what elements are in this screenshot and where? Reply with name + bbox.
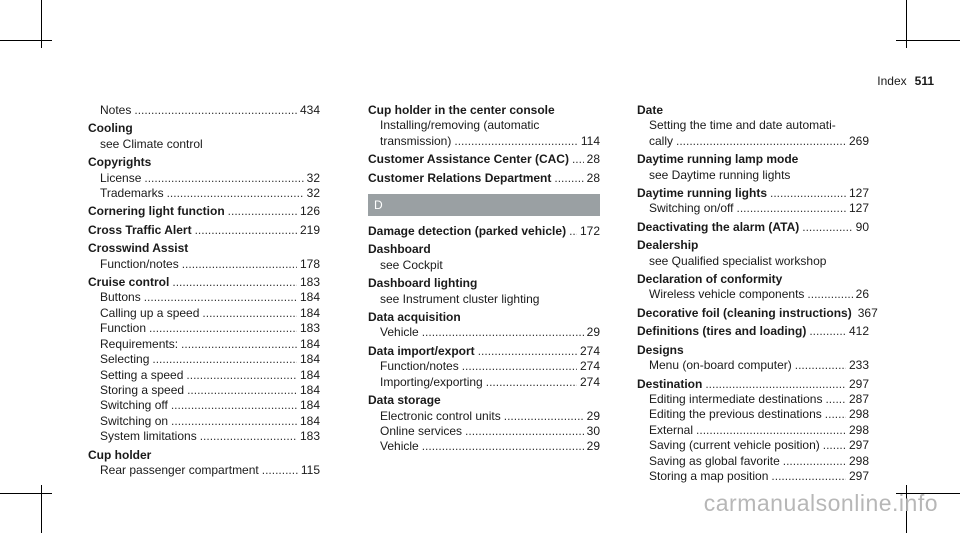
- subentry[interactable]: [88, 429, 320, 444]
- subentry[interactable]: [88, 306, 320, 321]
- page-ref[interactable]: 274: [579, 343, 600, 358]
- page-ref[interactable]: 90: [855, 219, 869, 234]
- entry-heading[interactable]: [368, 152, 600, 167]
- page-ref[interactable]: 269: [848, 133, 869, 148]
- subentry-term: Switching on: [100, 413, 169, 428]
- subentry[interactable]: [637, 438, 869, 453]
- subentry[interactable]: [88, 290, 320, 305]
- subentry[interactable]: [88, 352, 320, 367]
- subentry-term: Installing/removing (automatic: [380, 118, 540, 133]
- subentry-term: Switching off: [100, 398, 168, 413]
- leader-dots: [795, 358, 846, 373]
- page-ref[interactable]: 29: [586, 408, 600, 423]
- index-entry: [637, 377, 869, 485]
- header-label: Index: [877, 74, 907, 88]
- entry-heading[interactable]: [88, 204, 320, 219]
- subentry[interactable]: [368, 409, 600, 424]
- leader-dots: [807, 287, 852, 302]
- subentry-term: Function/notes: [100, 256, 179, 271]
- page-ref[interactable]: 297: [848, 438, 869, 453]
- page-ref[interactable]: 32: [306, 186, 320, 201]
- leader-dots: [200, 429, 297, 444]
- leader-dots: [705, 377, 846, 392]
- entry-term: Cooling: [88, 121, 133, 136]
- entry-term: Cup holder: [88, 447, 152, 462]
- subentry-term: Vehicle: [380, 439, 419, 454]
- page-ref[interactable]: 274: [579, 359, 600, 374]
- entry-heading: [88, 121, 320, 136]
- index-entry: [368, 276, 600, 307]
- section-letter: D: [368, 194, 600, 216]
- page-number: 511: [914, 74, 934, 88]
- subentry[interactable]: [637, 201, 869, 216]
- subentry-term: Switching on/off: [649, 201, 734, 216]
- subentry-term: cally: [649, 133, 674, 148]
- index-entry: [637, 220, 869, 235]
- leader-dots: [167, 186, 304, 201]
- entry-term: Data import/export: [368, 343, 475, 358]
- entry-term: Designs: [637, 342, 684, 357]
- cross-reference[interactable]: see Instrument cluster lighting: [380, 291, 540, 306]
- entry-term: Damage detection (parked vehicle): [368, 224, 567, 239]
- leader-dots: [504, 409, 584, 424]
- entry-heading: [637, 238, 869, 253]
- entry-term: Destination: [637, 376, 703, 391]
- page-ref[interactable]: 30: [586, 423, 600, 438]
- index-entry: [368, 171, 600, 186]
- subentry-term: Function/notes: [380, 359, 459, 374]
- cross-reference[interactable]: see Climate control: [100, 136, 203, 151]
- leader-dots: [171, 414, 297, 429]
- leader-dots: [228, 204, 297, 219]
- leader-dots: [465, 424, 584, 439]
- entry-heading: [88, 241, 320, 256]
- subentry[interactable]: [88, 257, 320, 272]
- page-ref[interactable]: 297: [848, 376, 869, 391]
- entry-heading[interactable]: [637, 186, 869, 201]
- index-column-2: [368, 103, 600, 455]
- crop-mark: [0, 493, 52, 494]
- page-ref[interactable]: 29: [586, 439, 600, 454]
- subentry[interactable]: [637, 423, 869, 438]
- leader-dots: [144, 290, 297, 305]
- subentry-term: Setting the time and date automati-: [649, 118, 836, 133]
- subentry[interactable]: [368, 134, 600, 149]
- entry-term: Daytime running lights: [637, 186, 768, 201]
- index-column-3: [637, 103, 878, 484]
- page-ref[interactable]: 127: [848, 186, 869, 201]
- page-ref[interactable]: 28: [586, 152, 600, 167]
- leader-dots: [823, 438, 846, 453]
- entry-term: Data storage: [368, 393, 441, 408]
- entry-term: Dealership: [637, 238, 699, 253]
- subentry[interactable]: [637, 469, 869, 484]
- subentry-term: Storing a speed: [100, 382, 185, 397]
- index-entry: [637, 152, 869, 183]
- entry-term: Dashboard lighting: [368, 276, 478, 291]
- entry-heading[interactable]: [88, 223, 320, 238]
- watermark: carmanualsonline.info: [703, 490, 938, 516]
- subentry-term: Saving (current vehicle position): [649, 438, 820, 453]
- leader-dots: [696, 423, 846, 438]
- cross-reference[interactable]: see Qualified specialist workshop: [649, 253, 827, 268]
- index-entry: [88, 223, 320, 238]
- entry-heading: [637, 272, 869, 287]
- subentry[interactable]: [368, 325, 600, 340]
- index-entry: [88, 155, 320, 201]
- index-entry: [88, 275, 320, 444]
- index-entry: [368, 344, 600, 390]
- page-ref[interactable]: 127: [848, 201, 869, 216]
- leader-dots: [771, 469, 846, 484]
- entry-term: Crosswind Assist: [88, 241, 189, 256]
- entry-term: Decorative foil (cleaning instructions): [637, 305, 852, 320]
- leader-dots: [825, 407, 846, 422]
- index-entry: [88, 121, 320, 152]
- page-ref[interactable]: 172: [579, 224, 600, 239]
- entry-heading: [637, 103, 869, 118]
- entry-term: Deactivating the alarm (ATA): [637, 219, 800, 234]
- entry-term: Customer Relations Department: [368, 170, 552, 185]
- leader-dots: [486, 375, 577, 390]
- entry-heading[interactable]: [637, 377, 869, 392]
- subentry-term: Calling up a speed: [100, 305, 200, 320]
- subentry[interactable]: [368, 424, 600, 439]
- subentry-term: Selecting: [100, 352, 150, 367]
- subentry-term: Rear passenger compartment: [100, 462, 259, 477]
- subentry-term: Menu (on-board computer): [649, 358, 792, 373]
- entry-term: Daytime running lamp mode: [637, 152, 799, 167]
- index-entry: [368, 393, 600, 455]
- subentry[interactable]: [88, 103, 320, 118]
- index-entry: [637, 343, 869, 374]
- page-ref[interactable]: 178: [299, 256, 320, 271]
- subentry[interactable]: [637, 454, 869, 469]
- subentry[interactable]: [637, 358, 869, 373]
- subentry-term: Trademarks: [100, 186, 164, 201]
- crop-mark: [896, 40, 960, 41]
- index-entry: [637, 324, 869, 339]
- subentry-term: transmission): [380, 133, 452, 148]
- cross-reference[interactable]: see Cockpit: [380, 257, 443, 272]
- page-ref[interactable]: 412: [848, 324, 869, 339]
- entry-heading: [368, 310, 600, 325]
- leader-dots: [554, 171, 583, 186]
- page-ref[interactable]: 32: [306, 170, 320, 185]
- page-header: [877, 74, 934, 88]
- leader-dots: [171, 398, 297, 413]
- leader-dots: [152, 352, 297, 367]
- subentry[interactable]: [88, 383, 320, 398]
- subentry-term: System limitations: [100, 429, 197, 444]
- index-entry: [368, 224, 600, 239]
- entry-heading[interactable]: [637, 220, 869, 235]
- entry-heading: [88, 155, 320, 170]
- leader-dots: [149, 321, 297, 336]
- leader-dots: [825, 392, 846, 407]
- entry-heading: [637, 343, 869, 358]
- leader-dots: [737, 201, 846, 216]
- leader-dots: [802, 220, 852, 235]
- subentry-term: Requirements:: [100, 336, 179, 351]
- leader-dots: [186, 368, 297, 383]
- leader-dots: [182, 257, 297, 272]
- page-ref[interactable]: 184: [299, 352, 320, 367]
- entry-term: Cup holder in the center console: [368, 103, 555, 117]
- index-entry: [637, 103, 869, 149]
- leader-dots: [676, 134, 846, 149]
- subentry[interactable]: [88, 321, 320, 336]
- page-ref[interactable]: 114: [580, 133, 600, 148]
- page-ref[interactable]: 184: [299, 382, 320, 397]
- entry-term: Dashboard: [368, 242, 431, 257]
- leader-dots: [187, 383, 297, 398]
- entry-term: Declaration of conformity: [637, 272, 783, 287]
- subentry-term: Storing a map position: [649, 468, 769, 483]
- leader-dots: [422, 325, 584, 340]
- subentry[interactable]: [637, 392, 869, 407]
- leader-dots: [134, 103, 297, 118]
- index-entry: [88, 103, 320, 118]
- subentry-term: Notes: [100, 103, 132, 117]
- index-entry: [88, 204, 320, 219]
- subentry-term: Electronic control units: [380, 408, 501, 423]
- subentry[interactable]: [88, 463, 320, 478]
- leader-dots: [144, 171, 303, 186]
- entry-heading: [368, 103, 600, 118]
- entry-heading: [368, 242, 600, 257]
- index-entry: [368, 103, 600, 149]
- subentry[interactable]: [88, 171, 320, 186]
- index-entry: [88, 241, 320, 272]
- subentry-term: Editing intermediate destinations: [649, 391, 823, 406]
- entry-heading: [637, 152, 869, 167]
- page-ref[interactable]: 183: [299, 429, 320, 444]
- page-ref[interactable]: 183: [299, 275, 320, 290]
- leader-dots: [783, 454, 846, 469]
- entry-heading[interactable]: [368, 224, 600, 239]
- entry-heading[interactable]: [88, 275, 320, 290]
- entry-term: Copyrights: [88, 155, 152, 170]
- page-ref[interactable]: 183: [299, 321, 320, 336]
- leader-dots: [462, 359, 577, 374]
- subentry[interactable]: [637, 134, 869, 149]
- index-entry: [368, 152, 600, 167]
- subentry[interactable]: [637, 287, 869, 302]
- leader-dots: [569, 224, 577, 239]
- page-ref[interactable]: 219: [299, 222, 320, 237]
- page-ref[interactable]: 298: [848, 407, 869, 422]
- entry-heading[interactable]: [637, 305, 878, 321]
- entry-term: Data acquisition: [368, 310, 461, 325]
- index-entry: [637, 238, 869, 269]
- page-ref[interactable]: 126: [299, 204, 320, 219]
- page-ref[interactable]: 184: [299, 290, 320, 305]
- page-ref[interactable]: 184: [299, 413, 320, 428]
- page-ref[interactable]: 115: [300, 462, 320, 477]
- page-ref[interactable]: 29: [586, 325, 600, 340]
- subentry[interactable]: [88, 414, 320, 429]
- subentry[interactable]: [88, 337, 320, 352]
- subentry-term: Wireless vehicle components: [649, 287, 805, 302]
- leader-dots: [195, 223, 297, 238]
- page-ref[interactable]: 233: [848, 358, 869, 373]
- subentry[interactable]: [88, 398, 320, 413]
- entry-term: Cruise control: [88, 275, 170, 290]
- page-ref[interactable]: 184: [299, 367, 320, 382]
- page-ref[interactable]: 367: [857, 305, 878, 320]
- page-ref[interactable]: 298: [848, 453, 869, 468]
- leader-dots: [202, 306, 297, 321]
- entry-heading[interactable]: [368, 344, 600, 359]
- subentry-term: Online services: [380, 423, 463, 438]
- subentry[interactable]: [368, 439, 600, 454]
- index-entry: [368, 310, 600, 341]
- page-ref[interactable]: 26: [855, 287, 869, 302]
- subentry-term: Setting a speed: [100, 367, 184, 382]
- entry-term: Date: [637, 103, 664, 117]
- index-entry: [637, 305, 878, 321]
- page-ref[interactable]: 184: [299, 305, 320, 320]
- crop-mark: [0, 40, 52, 41]
- subentry-term: Importing/exporting: [380, 374, 483, 389]
- index-entry: [368, 242, 600, 273]
- subentry[interactable]: [368, 359, 600, 374]
- entry-term: Customer Assistance Center (CAC): [368, 152, 569, 167]
- page-ref[interactable]: 434: [299, 103, 320, 117]
- entry-term: Cornering light function: [88, 204, 225, 219]
- subentry-term: License: [100, 170, 142, 185]
- subentry[interactable]: [88, 186, 320, 201]
- page-ref[interactable]: 28: [586, 170, 600, 185]
- subentry[interactable]: [88, 368, 320, 383]
- entry-heading[interactable]: [368, 171, 600, 186]
- subentry[interactable]: [368, 375, 600, 390]
- index-entry: [637, 186, 869, 217]
- leader-dots: [809, 324, 846, 339]
- leader-dots: [770, 186, 846, 201]
- leader-dots: [454, 134, 578, 149]
- subentry-term: Buttons: [100, 290, 141, 305]
- index-column-1: [88, 103, 320, 478]
- leader-dots: [572, 152, 584, 167]
- entry-heading[interactable]: [637, 324, 869, 339]
- page-ref[interactable]: 274: [579, 374, 600, 389]
- page-ref[interactable]: 298: [848, 422, 869, 437]
- index-entry: [637, 272, 869, 303]
- subentry-term: Vehicle: [380, 325, 419, 340]
- subentry[interactable]: [637, 407, 869, 422]
- leader-dots: [262, 463, 298, 478]
- subentry-term: Editing the previous destinations: [649, 407, 822, 422]
- leader-dots: [478, 344, 577, 359]
- cross-reference[interactable]: see Daytime running lights: [649, 167, 791, 182]
- entry-term: Cross Traffic Alert: [88, 222, 192, 237]
- entry-heading: [88, 448, 320, 463]
- subentry-term: Function: [100, 321, 147, 336]
- entry-heading: [368, 393, 600, 408]
- page-ref[interactable]: 184: [299, 398, 320, 413]
- subentry-term: External: [649, 422, 694, 437]
- leader-dots: [172, 275, 297, 290]
- index-entry: [88, 448, 320, 479]
- leader-dots: [422, 439, 584, 454]
- entry-heading: [368, 276, 600, 291]
- page-ref[interactable]: 297: [848, 468, 869, 483]
- subentry-term: Saving as global favorite: [649, 453, 780, 468]
- page-ref[interactable]: 287: [848, 391, 869, 406]
- entry-term: Definitions (tires and loading): [637, 324, 807, 339]
- leader-dots: [181, 337, 297, 352]
- page-ref[interactable]: 184: [299, 336, 320, 351]
